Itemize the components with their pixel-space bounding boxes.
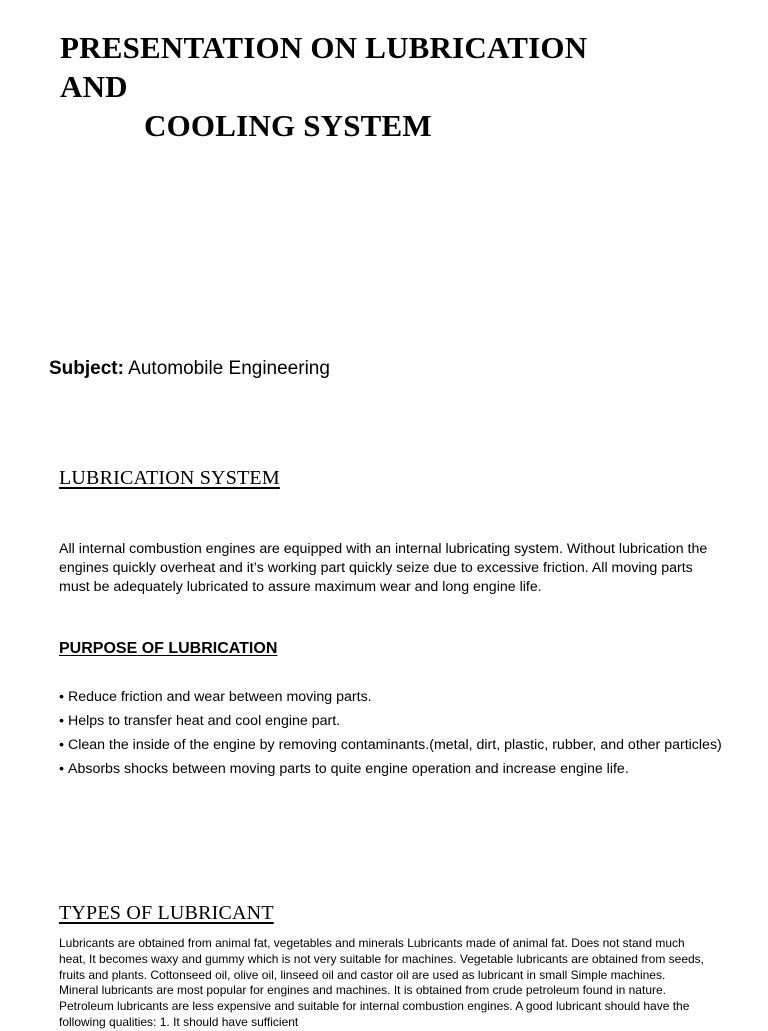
subject-label: Subject: xyxy=(49,358,124,379)
title-line-3: COOLING SYSTEM xyxy=(144,108,432,143)
lubrication-system-slide xyxy=(0,440,768,860)
types-of-lubricant-slide xyxy=(0,880,768,1029)
subject-value: Automobile Engineering xyxy=(123,358,330,379)
lubrication-intro-paragraph: All internal combustion engines are equipped with an internal lubricating system. Without lubrication the engines quickly overheat and it’s working part quickly seize due to excessive friction. All moving parts must be adequately lubricated to assure maximum wear and long engine life. xyxy=(59,541,708,595)
purpose-list xyxy=(59,688,729,784)
title-slide xyxy=(0,0,768,440)
title-line-1: PRESENTATION ON LUBRICATION xyxy=(60,30,588,65)
types-paragraph: Lubricants are obtained from animal fat, vegetables and minerals Lubricants made of animal fat. Does not stand much heat, It becomes waxy and gummy which is not very suitable for machines. Vegetable lubricants are obtained from seeds, fruits and plants. Cottonseed oil, olive oil, linseed oil and castor oil are used as lubricant in small Simple machines. Mineral lubricants are most popular for engines and machines. It is obtained from crude petroleum found in nature. Petroleum lubricants are less expensive and suitable for internal combustion engines. A good lubricant should have the following qualities: 1. It should have sufficient xyxy=(59,936,704,1029)
list-item: • Helps to transfer heat and cool engine part. xyxy=(59,712,729,731)
presentation-title xyxy=(60,28,587,145)
subject-line xyxy=(49,357,330,381)
list-item: • Clean the inside of the engine by removing contaminants.(metal, dirt, plastic, rubber, and other particles) xyxy=(59,736,729,755)
lubrication-system-heading: LUBRICATION SYSTEM xyxy=(59,467,280,489)
list-item: • Absorbs shocks between moving parts to quite engine operation and increase engine life. xyxy=(59,760,729,779)
purpose-heading: PURPOSE OF LUBRICATION xyxy=(59,640,278,657)
types-of-lubricant-heading: TYPES OF LUBRICANT xyxy=(59,902,274,924)
title-line-2: AND xyxy=(60,69,128,104)
list-item: • Reduce friction and wear between moving parts. xyxy=(59,688,729,707)
